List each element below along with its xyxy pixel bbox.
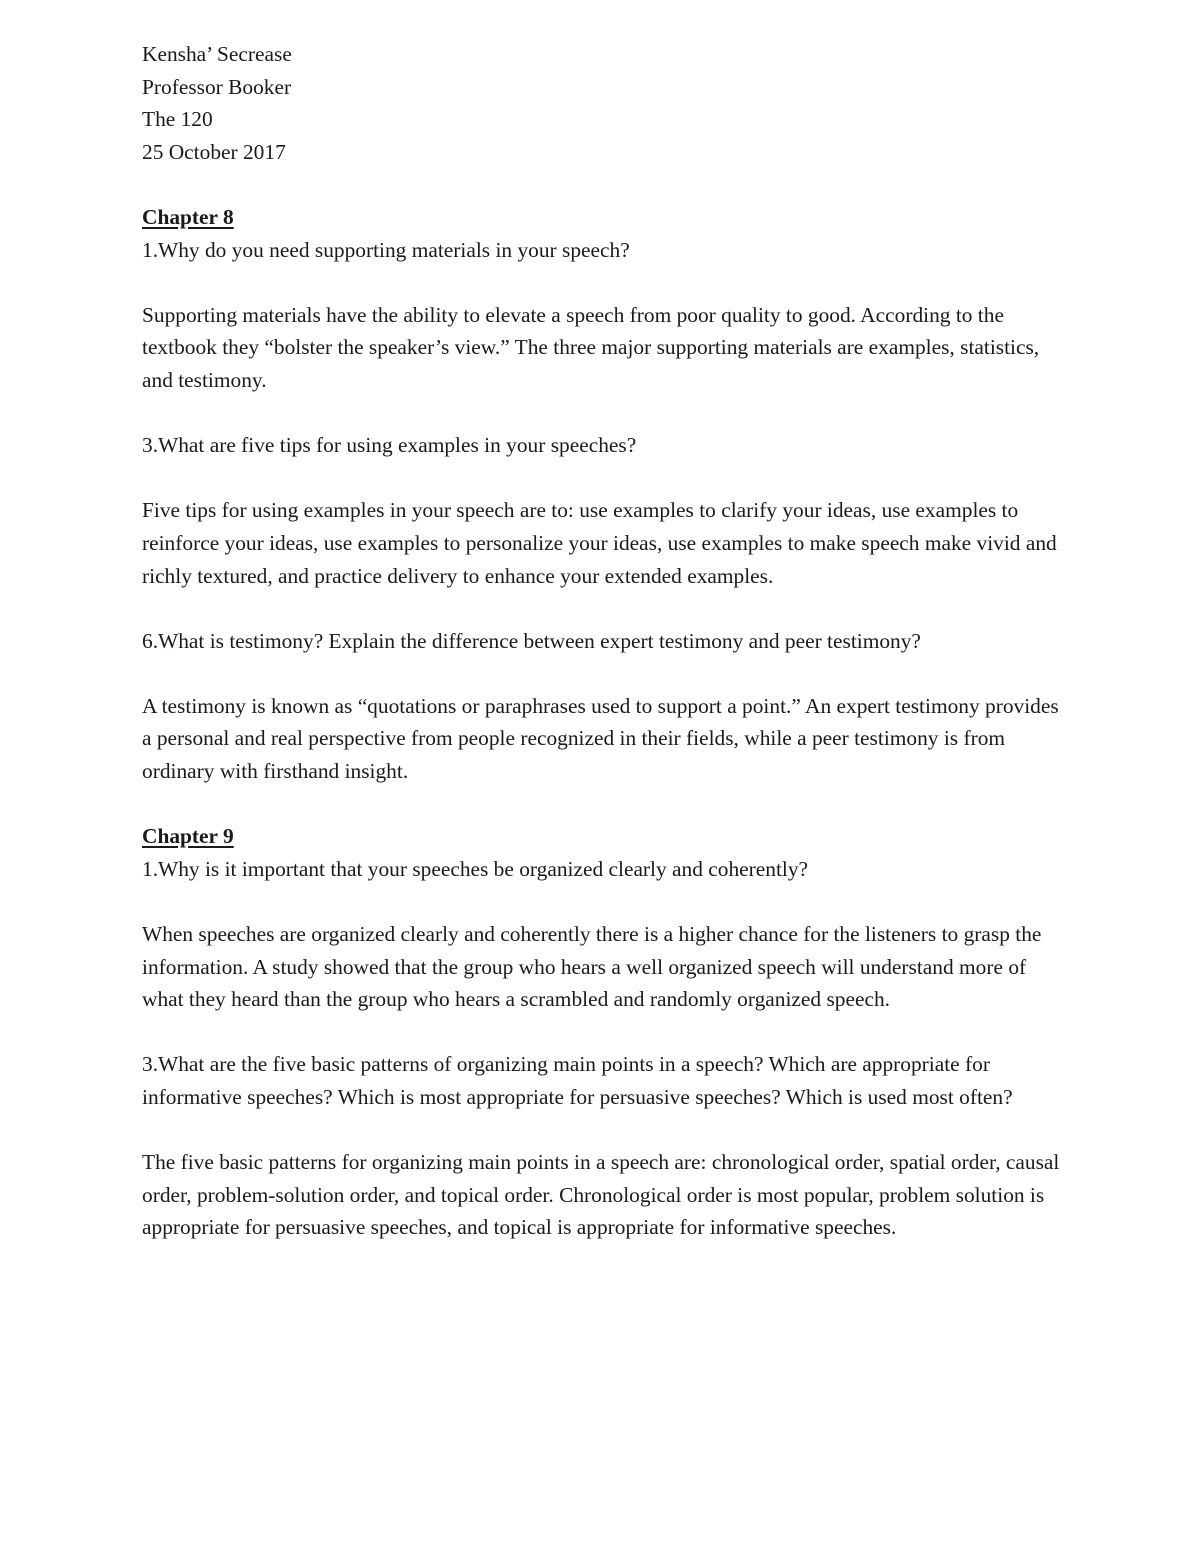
spacer (142, 1016, 1072, 1049)
spacer (142, 168, 1072, 201)
chapter-section (142, 820, 1072, 1244)
spacer (142, 462, 1072, 495)
question: 1.Why is it important that your speeches be organized clearly and coherently? (142, 856, 809, 881)
spacer (142, 885, 1072, 918)
answer: When speeches are organized clearly and coherently there is a higher chance for the listeners to grasp the information. A study showed that the group who hears a well organized speech will understand more of what they heard than the group who hears a scrambled and randomly organized speech. (142, 922, 1042, 1012)
spacer (142, 1114, 1072, 1147)
heading-block (142, 38, 1072, 168)
answer: Five tips for using examples in your speech are to: use examples to clarify your ideas, use examples to reinforce your ideas, use examples to personalize your ideas, use examples to make speech make vivid and richly textured, and practice delivery to enhance your extended examples. (142, 498, 1057, 588)
question: 6.What is testimony? Explain the difference between expert testimony and peer testimony? (142, 628, 921, 653)
spacer (142, 657, 1072, 690)
question: 3.What are five tips for using examples in your speeches? (142, 433, 637, 458)
chapter-heading: Chapter 8 (142, 204, 234, 229)
question: 3.What are the five basic patterns of organizing main points in a speech? Which are appropriate for informative speeches? Which is most appropriate for persuasive speeches? Which is used most often? (142, 1052, 1013, 1109)
assignment-date: 25 October 2017 (142, 139, 286, 164)
spacer (142, 788, 1072, 821)
chapter-section (142, 201, 1072, 788)
question: 1.Why do you need supporting materials in your speech? (142, 237, 630, 262)
spacer (142, 266, 1072, 299)
answer: A testimony is known as “quotations or paraphrases used to support a point.” An expert testimony provides a personal and real perspective from people recognized in their fields, while a peer testimony is from ordinary with firsthand insight. (142, 693, 1059, 784)
spacer (142, 592, 1072, 625)
answer: The five basic patterns for organizing main points in a speech are: chronological order, spatial order, causal order, problem-solution order, and topical order. Chronological order is most popular, problem solution is appropriate for persuasive speeches, and topical is appropriate for informative speeches. (142, 1150, 1060, 1240)
document-body (142, 38, 1072, 1244)
professor-name: Professor Booker (142, 74, 292, 99)
answer: Supporting materials have the ability to elevate a speech from poor quality to good. According to the textbook they “bolster the speaker’s view.” The three major supporting materials are examples, statistics, and testimony. (142, 302, 1040, 392)
spacer (142, 397, 1072, 430)
chapter-heading: Chapter 9 (142, 824, 234, 849)
student-name: Kensha’ Secrease (142, 42, 292, 66)
course-name: The 120 (142, 107, 213, 132)
